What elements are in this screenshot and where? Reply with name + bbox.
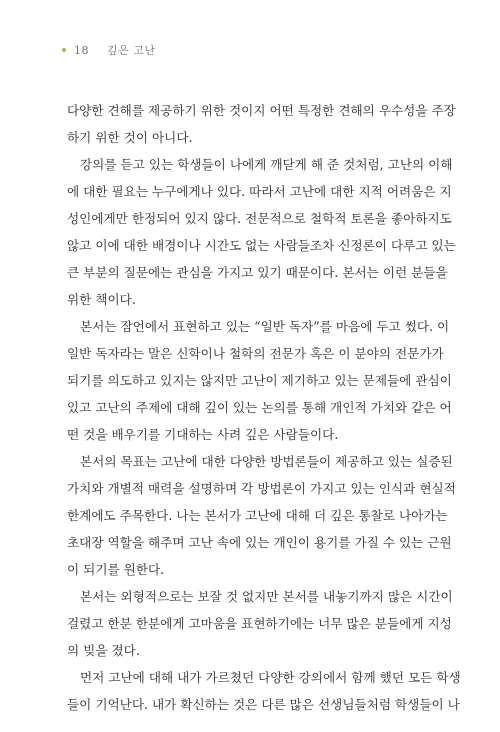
text-line: 않고 이에 대한 배경이나 시간도 없는 사람들조차 신정론이 다루고 있는 xyxy=(67,238,456,253)
body-text xyxy=(67,97,461,718)
text-line: 들이 기억난다. 내가 확신하는 것은 다른 많은 선생님들처럼 학생들이 나 xyxy=(67,697,460,712)
text-line: 본서의 목표는 고난에 대한 다양한 방법론들이 제공하고 있는 실증된 xyxy=(80,454,453,469)
chapter-title: 깊은 고난 xyxy=(107,44,156,57)
running-head xyxy=(62,42,156,58)
text-line: 떤 것을 배우기를 기대하는 사려 깊은 사람들이다. xyxy=(67,427,339,442)
text-line: 가치와 개별적 매력을 설명하며 각 방법론이 가지고 있는 인식과 현실적 xyxy=(67,481,456,496)
text-line: 에 대한 필요는 누구에게나 있다. 따라서 고난에 대한 지적 어려움은 지 xyxy=(67,184,452,199)
text-line: 걸렸고 한분 한분에게 고마움을 표현하기에는 너무 많은 분들에게 지성 xyxy=(67,616,452,631)
text-line: 되기를 의도하고 있지는 않지만 고난이 제기하고 있는 문제들에 관심이 xyxy=(67,373,452,388)
text-line: 의 빚을 졌다. xyxy=(67,643,140,658)
text-line: 본서는 잠언에서 표현하고 있는 “일반 독자”를 마음에 두고 썼다. 이 xyxy=(80,319,450,334)
text-line: 위한 책이다. xyxy=(67,292,136,307)
text-line: 강의를 듣고 있는 학생들이 나에게 깨닫게 해 준 것처럼, 고난의 이해 xyxy=(80,157,453,172)
text-line: 초대장 역할을 해주며 고난 속에 있는 개인이 용기를 가질 수 있는 근원 xyxy=(67,535,452,550)
text-line: 한계에도 주목한다. 나는 본서가 고난에 대해 더 깊은 통찰로 나아가는 xyxy=(67,508,448,523)
text-line: 본서는 외형적으로는 보잘 것 없지만 본서를 내놓기까지 많은 시간이 xyxy=(80,589,453,604)
running-head-bullet-icon xyxy=(62,48,66,52)
text-line: 일반 독자라는 말은 신학이나 철학의 전문가 혹은 이 분야의 전문가가 xyxy=(67,346,444,361)
text-line: 성인에게만 한정되어 있지 않다. 전문적으로 철학적 토론을 좋아하지도 xyxy=(67,211,452,226)
text-line: 먼저 고난에 대해 내가 가르쳤던 다양한 강의에서 함께 했던 모든 학생 xyxy=(80,670,461,685)
text-line: 다양한 견해를 제공하기 위한 것이지 어떤 특정한 견해의 우수성을 주장 xyxy=(67,103,456,118)
page-number: 18 xyxy=(74,43,89,57)
text-line: 하기 위한 것이 아니다. xyxy=(67,130,193,145)
text-line: 이 되기를 원한다. xyxy=(67,562,165,577)
text-line: 큰 부분의 질문에는 관심을 가지고 있기 때문이다. 본서는 이런 분들을 xyxy=(67,265,448,280)
text-line: 있고 고난의 주제에 대해 깊이 있는 논의를 통해 개인적 가치와 같은 어 xyxy=(67,400,452,415)
